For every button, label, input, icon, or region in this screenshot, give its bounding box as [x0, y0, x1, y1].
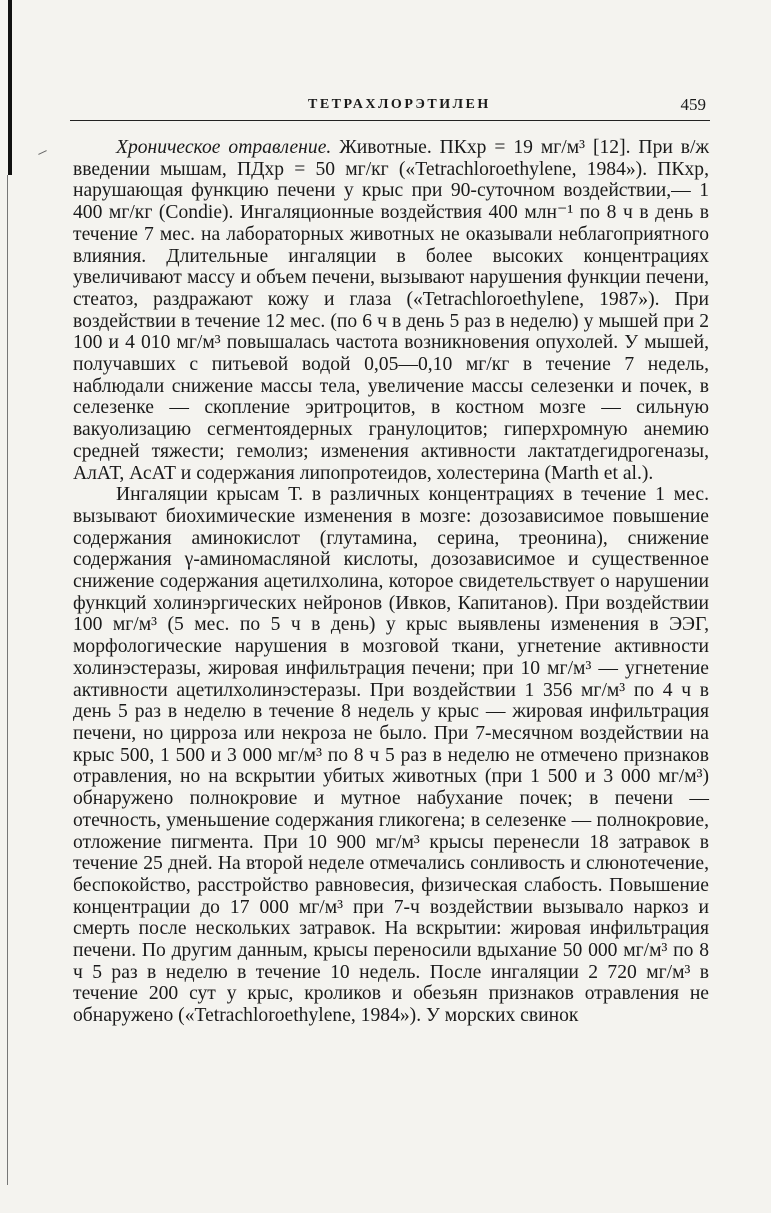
page-number: 459 — [680, 95, 706, 114]
page-binding-line — [7, 175, 8, 1185]
page-binding-edge — [8, 0, 12, 175]
paragraph-text: Ингаляции крысам Т. в различных концентрациях в течение 1 мес. вызывают биохимические изменения в мозге: дозозависимое повышение содержания аминокислот (глутамина, серина, треонина), снижение содержания γ-аминомасляной кислоты, дозозависимое и существенное снижение содержания ацетилхолина, которое свидетельствует о нарушении функций холинэргических нейронов (Ивков, Капитанов). При воздействии 100 мг/м³ (5 мес. по 5 ч в день) у крыс выявлены изменения в ЭЭГ, морфологические нарушения в мозговой ткани, угнетение активности холинэстеразы, жировая инфильтрация печени; при 10 мг/м³ — угнетение активности ацетилхолинэстеразы. При воздействии 1 356 мг/м³ по 4 ч в день 5 раз в неделю в течение 8 недель у крыс — жировая инфильтрация печени, но цирроза или некроза не было. При 7-месячном воздействии на крыс 500, 1 500 и 3 000 мг/м³ по 8 ч 5 раз в неделю не отмечено признаков отравления, но на вскрытии убитых животных (при 1 500 и 3 000 мг/м³) обнаружено полнокровие и мутное набухание почек; в печени — отечность, уменьшение содержания гликогена; в селезенке — полнокровие, отложение пигмента. При 10 900 мг/м³ крысы перенесли 18 затравок в течение 25 дней. На второй неделе отмечались сонливость и слюнотечение, беспокойство, расстройство равновесия, физическая слабость. Повышение концентрации до 17 000 мг/м³ при 7-ч воздействии вызывало наркоз и смерть после нескольких затравок. На вскрытии: жировая инфильтрация печени. По другим данным, крысы переносили вдыхание 50 000 мг/м³ по 8 ч 5 раз в неделю в течение 10 недель. После ингаляции 2 720 мг/м³ в течение 200 сут у крыс, кроликов и обезьян признаков отравления не обнаружено («Tetrachloroethylene, 1984»). У морских свинок — [73, 484, 709, 1027]
paragraph-inhalation — [73, 484, 709, 1027]
margin-mark — [38, 150, 47, 155]
paragraph-text: Животные. ПКхр = 19 мг/м³ [12]. При в/ж введении мышам, ПДхр = 50 мг/кг («Tetrachloroethylene, 1984»). ПКхр, нарушающая функцию печени у крыс при 90-суточном воздействии,— 1 400 мг/кг (Condie). Ингаляционные воздействия 400 млн⁻¹ по 8 ч в день в течение 7 мес. на лабораторных животных не оказывали неблагоприятного влияния. Длительные ингаляции в более высоких концентрациях увеличивают массу и объем печени, вызывают нарушения функции печени, стеатоз, раздражают кожу и глаза («Tetrachloroethylene, 1987»). При воздействии в течение 12 мес. (по 6 ч в день 5 раз в неделю) у мышей при 2 100 и 4 010 мг/м³ повышалась частота возникновения опухолей. У мышей, получавших с питьевой водой 0,05—0,10 мг/кг в течение 7 недель, наблюдали снижение массы тела, увеличение массы селезенки и почек, в селезенке — скопление эритроцитов, в костном мозге — сильную вакуолизацию сегментоядерных гранулоцитов; гиперхромную анемию средней тяжести; гемолиз; изменения активности лактатдегидрогеназы, АлАТ, АсАТ и содержания липопротеидов, холестерина (Marth et al.). — [73, 137, 710, 484]
paragraph-chronic-poisoning — [73, 137, 709, 484]
page-header — [70, 94, 710, 121]
running-head: ТЕТРАХЛОРЭТИЛЕН — [308, 97, 491, 112]
section-lead: Хроническое отравление. — [116, 137, 332, 158]
body-text — [73, 137, 709, 1027]
